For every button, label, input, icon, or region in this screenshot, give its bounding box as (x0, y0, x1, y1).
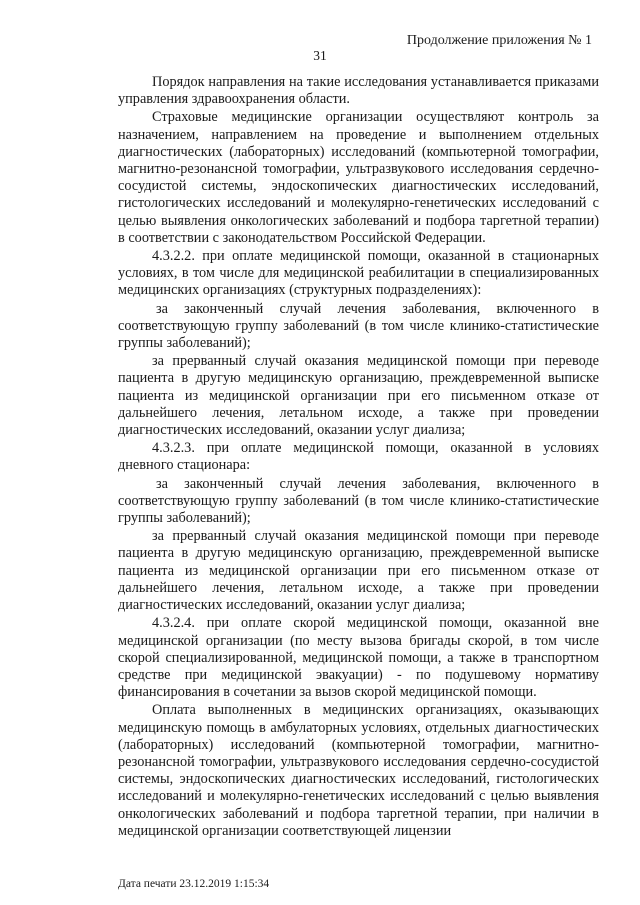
print-date-footer: Дата печати 23.12.2019 1:15:34 (118, 878, 270, 890)
appendix-continuation-label: Продолжение приложения № 1 (406, 33, 592, 48)
document-body (118, 74, 599, 841)
paragraph-interrupted-case-day-hospital: за прерванный случай оказания медицинской помощи при переводе пациента в другую медицинскую организацию, преждевременной выписке пациента из медицинской организации при его письменном отказе от дальнейшего лечения, летальном исходе, а также при проведении диагностических исследований, оказании услуг диализа; (118, 528, 599, 614)
paragraph-4-3-2-2: 4.3.2.2. при оплате медицинской помощи, оказанной в стационарных условиях, в том числе для медицинской реабилитации в специализированных медицинских организациях (структурных подразделениях): (118, 248, 599, 299)
paragraph-4-3-2-4: 4.3.2.4. при оплате скорой медицинской помощи, оказанной вне медицинской организации (по месту вызова бригады скорой, в том числе скорой специализированной, медицинской помощи, а также в транспортном средстве при медицинской эвакуации) - по подушевому нормативу финансирования в сочетании за вызов скорой медицинской помощи. (118, 615, 599, 701)
page-number: 31 (313, 48, 327, 63)
paragraph-outpatient-diagnostics-payment: Оплата выполненных в медицинских организациях, оказывающих медицинскую помощь в амбулаторных условиях, отдельных диагностических (лабораторных) исследований (компьютерной томографии, магнитно-резонансной томографии, ультразвукового исследования сердечно-сосудистой системы, эндоскопических диагностических исследований, гистологических исследований и молекулярно-генетических исследований с целью выявления онкологических заболеваний и подбора таргетной терапии, при наличии в медицинской организации соответствующей лицензии (118, 702, 599, 839)
paragraph-completed-case-day-hospital: за законченный случай лечения заболевания, включенного в соответствующую группу заболеваний (в том числе клинико-статистические группы заболеваний); (118, 475, 599, 527)
paragraph-completed-case-inpatient: за законченный случай лечения заболевания, включенного в соответствующую группу заболеваний (в том числе клинико-статистические группы заболеваний); (118, 300, 599, 352)
paragraph-referral-procedure: Порядок направления на такие исследования устанавливается приказами управления здравоохранения области. (118, 74, 599, 108)
paragraph-interrupted-case-inpatient: за прерванный случай оказания медицинской помощи при переводе пациента в другую медицинскую организацию, преждевременной выписке пациента из медицинской организации при его письменном отказе от дальнейшего лечения, летальном исходе, а также при проведении диагностических исследований, оказании услуг диализа; (118, 353, 599, 439)
paragraph-insurance-control: Страховые медицинские организации осуществляют контроль за назначением, направлением на проведение и выполнением отдельных диагностических (лабораторных) исследований (компьютерной томографии, магнитно-резонансной томографии, ультразвукового исследования сердечно-сосудистой системы, эндоскопических диагностических исследований, гистологических исследований и молекулярно-генетических исследований с целью выявления онкологических заболеваний и подбора таргетной терапии) в соответствии с законодательством Российской Федерации. (118, 109, 599, 246)
paragraph-4-3-2-3: 4.3.2.3. при оплате медицинской помощи, оказанной в условиях дневного стационара: (118, 440, 599, 474)
